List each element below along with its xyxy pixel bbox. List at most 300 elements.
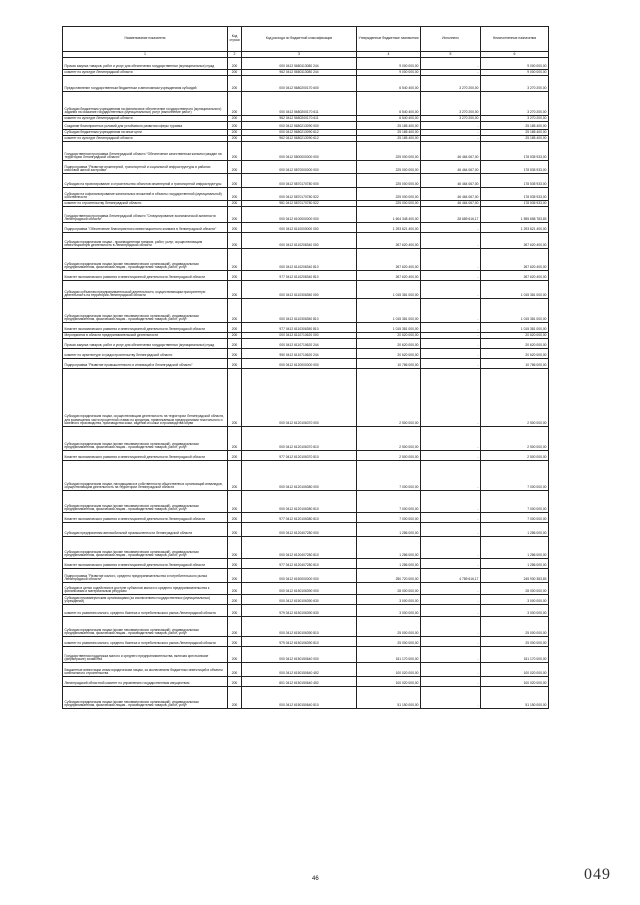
- unexecuted-amount-cell: 1 286 000,00: [481, 559, 549, 569]
- budget-code-cell: 977 0412 6110306350 810: [242, 323, 357, 333]
- table-row: [63, 142, 549, 161]
- budget-code-cell: 979 0412 6150106390 630: [242, 605, 357, 617]
- table-row: [63, 451, 549, 461]
- unexecuted-amount-cell: 267 620 400,00: [481, 249, 549, 271]
- approved-amount-cell: 20 620 000,00: [357, 349, 421, 359]
- table-row: [63, 677, 549, 687]
- budget-code-cell: 000 0412 6110206340 000: [242, 233, 357, 249]
- line-code-cell: 200: [228, 130, 242, 136]
- approved-amount-cell: 225 000 000,00: [357, 174, 421, 188]
- approved-amount-cell: 20 620 000,00: [357, 339, 421, 349]
- line-code-cell: 200: [228, 461, 242, 491]
- unexecuted-amount-cell: 20 620 000,00: [481, 349, 549, 359]
- indicator-name-cell: комитет по строительству Ленинградской области: [63, 201, 228, 207]
- table-row: [63, 569, 549, 583]
- budget-code-cell: 000 0412 5680200170 600: [242, 76, 357, 92]
- executed-amount-cell: -: [421, 513, 481, 523]
- unexecuted-amount-cell: 1 015 381 000,00: [481, 281, 549, 299]
- table-row: [63, 223, 549, 233]
- indicator-name-cell: комитет по культуре Ленинградской области: [63, 70, 228, 76]
- approved-amount-cell: 1 015 381 000,00: [357, 323, 421, 333]
- line-code-cell: 200: [228, 188, 242, 201]
- unexecuted-amount-cell: 178 535 933,00: [481, 142, 549, 161]
- column-number: 5: [421, 52, 481, 58]
- table-row: [63, 491, 549, 513]
- approved-amount-cell: 2 500 000,00: [357, 369, 421, 427]
- executed-amount-cell: 46 464 067,00: [421, 201, 481, 207]
- executed-amount-cell: -: [421, 70, 481, 76]
- indicator-name-cell: Субсидии юридическим лицам (кроме некоммерческих организаций), индивидуальным предпринимателям, физическим лицам - производителям товаров, работ, услуг: [63, 427, 228, 451]
- budget-code-cell: 000 0412 6110000000 000: [242, 223, 357, 233]
- approved-amount-cell: 100 020 000,00: [357, 663, 421, 677]
- table-row: [63, 595, 549, 605]
- indicator-name-cell: Субсидии юридическим лицам (кроме некоммерческих организаций), индивидуальным предпринимателям, физическим лицам - производителям товаров, работ, услуг: [63, 299, 228, 323]
- unexecuted-amount-cell: 267 620 400,00: [481, 271, 549, 281]
- budget-code-cell: 000 0412 6120000000 000: [242, 359, 357, 369]
- table-row: [63, 663, 549, 677]
- executed-amount-cell: -: [421, 559, 481, 569]
- executed-amount-cell: -: [421, 595, 481, 605]
- unexecuted-amount-cell: 178 535 933,00: [481, 201, 549, 207]
- line-code-cell: 200: [228, 174, 242, 188]
- line-code-cell: 200: [228, 233, 242, 249]
- line-code-cell: 200: [228, 369, 242, 427]
- approved-amount-cell: 267 620 400,00: [357, 249, 421, 271]
- table-row: [63, 201, 549, 207]
- indicator-name-cell: Ленинградский областной комитет по управлению государственным имуществом: [63, 677, 228, 687]
- approved-amount-cell: 2 500 000,00: [357, 427, 421, 451]
- unexecuted-amount-cell: 3 000 000,00: [481, 605, 549, 617]
- budget-code-cell: 000 0412 5680213090 612: [242, 130, 357, 136]
- budget-code-cell: 000 0412 6150150640 452: [242, 663, 357, 677]
- indicator-name-cell: Бюджетные инвестиции иным юридическим лицам, за исключением бюджетных инвестиций в объекты капитального строительства: [63, 663, 228, 677]
- executed-amount-cell: -: [421, 461, 481, 491]
- executed-amount-cell: -: [421, 349, 481, 359]
- executed-amount-cell: 3 270 200,00: [421, 76, 481, 92]
- line-code-cell: 200: [228, 637, 242, 647]
- indicator-name-cell: Субсидии бюджетным учреждениям на финансовое обеспечение государственного (муниципального) задания на оказание государственных (муниципальных) услуг (выполнение работ): [63, 92, 228, 116]
- line-code-cell: 200: [228, 605, 242, 617]
- unexecuted-amount-cell: 151 170 000,00: [481, 647, 549, 663]
- budget-code-cell: 000 0412 6120106380 810: [242, 491, 357, 513]
- indicator-name-cell: Субсидии юридическим лицам (кроме некоммерческих организаций), индивидуальным предпринимателям, физическим лицам - производителям товаров, работ, услуг: [63, 249, 228, 271]
- table-row: [63, 461, 549, 491]
- approved-amount-cell: 225 000 000,00: [357, 188, 421, 201]
- executed-amount-cell: -: [421, 249, 481, 271]
- executed-amount-cell: -: [421, 136, 481, 142]
- table-row: [63, 76, 549, 92]
- line-code-cell: 200: [228, 647, 242, 663]
- indicator-name-cell: Комитет экономического развития и инвестиционной деятельности Ленинградской области: [63, 559, 228, 569]
- executed-amount-cell: -: [421, 617, 481, 637]
- line-code-cell: 200: [228, 451, 242, 461]
- line-code-cell: 200: [228, 116, 242, 122]
- budget-code-cell: 000 0412 6150106390 630: [242, 595, 357, 605]
- unexecuted-amount-cell: 25 185 400,00: [481, 136, 549, 142]
- table-row: [63, 537, 549, 559]
- indicator-name-cell: Прочая закупка товаров, работ и услуг для обеспечения государственных (муниципальных) нужд: [63, 339, 228, 349]
- executed-amount-cell: 28 689 616,17: [421, 207, 481, 223]
- executed-amount-cell: -: [421, 122, 481, 130]
- approved-amount-cell: 1 604 348 400,00: [357, 207, 421, 223]
- table-row: [63, 523, 549, 537]
- budget-code-cell: 000 0412 6100000000 000: [242, 207, 357, 223]
- budget-code-cell: 000 0412 6150150640 810: [242, 687, 357, 709]
- table-row: [63, 349, 549, 359]
- line-code-cell: 200: [228, 299, 242, 323]
- table-row: [63, 233, 549, 249]
- unexecuted-amount-cell: 100 020 000,00: [481, 677, 549, 687]
- table-row: [63, 647, 549, 663]
- column-number: 1: [63, 52, 228, 58]
- line-code-cell: 200: [228, 677, 242, 687]
- approved-amount-cell: 1 293 621 400,00: [357, 223, 421, 233]
- budget-code-cell: 000 0412 6120407280 810: [242, 537, 357, 559]
- indicator-name-cell: Государственная программа Ленинградской области "Обеспечение качественным жильем граждан на территории Ленинградской области": [63, 142, 228, 161]
- unexecuted-amount-cell: 1 286 000,00: [481, 523, 549, 537]
- budget-code-cell: 000 0412 5680213090 000: [242, 122, 357, 130]
- budget-code-cell: 977 0412 6120106370 810: [242, 451, 357, 461]
- budget-code-cell: 000 0412 5870170780 522: [242, 188, 357, 201]
- unexecuted-amount-cell: 51 150 000,00: [481, 687, 549, 709]
- unexecuted-amount-cell: 25 185 400,00: [481, 130, 549, 136]
- budget-code-cell: 000 0412 6150106390 810: [242, 617, 357, 637]
- approved-amount-cell: 100 020 000,00: [357, 677, 421, 687]
- table-row: [63, 323, 549, 333]
- line-code-cell: 200: [228, 136, 242, 142]
- executed-amount-cell: 46 464 067,00: [421, 161, 481, 174]
- indicator-name-cell: Подпрограмма "Развитие малого, среднего предпринимательства и потребительского рынка Ленинградской области": [63, 569, 228, 583]
- indicator-name-cell: Субсидии юридическим лицам (кроме некоммерческих организаций), индивидуальным предпринимателям, физическим лицам - производителям товаров, работ, услуг: [63, 617, 228, 637]
- executed-amount-cell: 3 270 200,00: [421, 92, 481, 116]
- unexecuted-amount-cell: 7 000 000,00: [481, 513, 549, 523]
- approved-amount-cell: 151 170 000,00: [357, 647, 421, 663]
- unexecuted-amount-cell: 1 293 621 400,00: [481, 223, 549, 233]
- line-code-cell: 200: [228, 161, 242, 174]
- table-row: [63, 359, 549, 369]
- table-row: [63, 583, 549, 595]
- unexecuted-amount-cell: 7 000 000,00: [481, 461, 549, 491]
- table-row: [63, 92, 549, 116]
- indicator-name-cell: Прочая закупка товаров, работ и услуг для обеспечения государственных (муниципальных) нужд: [63, 58, 228, 70]
- budget-code-cell: 000 0412 5870000000 000: [242, 161, 357, 174]
- table-row: [63, 559, 549, 569]
- indicator-name-cell: комитет по развитию малого, среднего бизнеса и потребительского рынка Ленинградской области: [63, 605, 228, 617]
- executed-amount-cell: -: [421, 233, 481, 249]
- executed-amount-cell: -: [421, 647, 481, 663]
- table-row: [63, 207, 549, 223]
- unexecuted-amount-cell: 25 000 000,00: [481, 617, 549, 637]
- table-row: [63, 513, 549, 523]
- approved-amount-cell: 25 185 400,00: [357, 130, 421, 136]
- indicator-name-cell: Субсидии в целях содействия в доступе субъектов малого и среднего предпринимательства к финансовым и материальным ресурсам: [63, 583, 228, 595]
- line-code-cell: 200: [228, 92, 242, 116]
- unexecuted-amount-cell: 1 015 381 000,00: [481, 323, 549, 333]
- header-indicator-name: Наименование показателя: [63, 27, 228, 52]
- table-row: [63, 188, 549, 201]
- approved-amount-cell: 9 000 000,00: [357, 58, 421, 70]
- budget-code-cell: 962 0412 5680113080 244: [242, 70, 357, 76]
- budget-code-cell: 979 0412 6150106390 810: [242, 637, 357, 647]
- indicator-name-cell: Комитет экономического развития и инвестиционной деятельности Ленинградской области: [63, 451, 228, 461]
- table-row: [63, 58, 549, 70]
- line-code-cell: 200: [228, 663, 242, 677]
- unexecuted-amount-cell: 2 500 000,00: [481, 427, 549, 451]
- budget-code-cell: 000 0412 6120106370 810: [242, 427, 357, 451]
- approved-amount-cell: 25 000 000,00: [357, 617, 421, 637]
- executed-amount-cell: -: [421, 451, 481, 461]
- approved-amount-cell: 1 286 000,00: [357, 559, 421, 569]
- budget-code-cell: 962 0412 5680213090 612: [242, 136, 357, 142]
- budget-code-cell: 000 0412 6120106370 000: [242, 369, 357, 427]
- executed-amount-cell: -: [421, 605, 481, 617]
- approved-amount-cell: 3 000 000,00: [357, 605, 421, 617]
- line-code-cell: 200: [228, 223, 242, 233]
- budget-table: [62, 26, 549, 709]
- table-row: [63, 271, 549, 281]
- indicator-name-cell: Комитет экономического развития и инвестиционной деятельности Ленинградской области: [63, 513, 228, 523]
- unexecuted-amount-cell: 3 270 200,00: [481, 116, 549, 122]
- table-row: [63, 605, 549, 617]
- approved-amount-cell: 25 000 000,00: [357, 637, 421, 647]
- unexecuted-amount-cell: 267 620 400,00: [481, 233, 549, 249]
- line-code-cell: 200: [228, 617, 242, 637]
- line-code-cell: 200: [228, 249, 242, 271]
- approved-amount-cell: 20 620 000,00: [357, 333, 421, 339]
- line-code-cell: 200: [228, 513, 242, 523]
- unexecuted-amount-cell: 7 000 000,00: [481, 491, 549, 513]
- executed-amount-cell: 46 464 067,00: [421, 188, 481, 201]
- indicator-name-cell: комитет по архитектуре и градостроительству Ленинградской области: [63, 349, 228, 359]
- column-number: 6: [481, 52, 549, 58]
- approved-amount-cell: 6 540 400,00: [357, 76, 421, 92]
- budget-code-cell: 000 0412 5800000000 000: [242, 142, 357, 161]
- budget-code-cell: 000 0412 6120407280 000: [242, 523, 357, 537]
- line-code-cell: 200: [228, 271, 242, 281]
- approved-amount-cell: 1 015 381 000,00: [357, 299, 421, 323]
- executed-amount-cell: -: [421, 130, 481, 136]
- line-code-cell: 200: [228, 583, 242, 595]
- table-row: [63, 637, 549, 647]
- budget-code-cell: 977 0412 6110206340 810: [242, 271, 357, 281]
- indicator-name-cell: Субсидии юридическим лицам (кроме некоммерческих организаций), индивидуальным предпринимателям, физическим лицам - производителям товаров, работ, услуг: [63, 687, 228, 709]
- executed-amount-cell: 3 270 200,00: [421, 116, 481, 122]
- archive-stamp-number: 049: [584, 866, 611, 883]
- approved-amount-cell: 267 620 400,00: [357, 233, 421, 249]
- unexecuted-amount-cell: 2 500 000,00: [481, 451, 549, 461]
- approved-amount-cell: 225 000 000,00: [357, 201, 421, 207]
- header-budget-code: Код расхода по бюджетной классификации: [242, 27, 357, 52]
- table-row: [63, 122, 549, 130]
- line-code-cell: 200: [228, 70, 242, 76]
- approved-amount-cell: 51 150 000,00: [357, 687, 421, 709]
- approved-amount-cell: 3 000 000,00: [357, 595, 421, 605]
- table-row: [63, 299, 549, 323]
- indicator-name-cell: Субсидии некоммерческим организациям (за исключением государственных (муниципальных) учреждений): [63, 595, 228, 605]
- unexecuted-amount-cell: 25 185 400,00: [481, 122, 549, 130]
- line-code-cell: 200: [228, 687, 242, 709]
- approved-amount-cell: 25 185 400,00: [357, 122, 421, 130]
- executed-amount-cell: -: [421, 333, 481, 339]
- executed-amount-cell: -: [421, 223, 481, 233]
- table-row: [63, 249, 549, 271]
- approved-amount-cell: 250 720 000,00: [357, 569, 421, 583]
- table-row: [63, 174, 549, 188]
- header-unexecuted: Неисполненные назначения: [481, 27, 549, 52]
- indicator-name-cell: Подпрограмма "Обеспечение благоприятного инвестиционного климата в Ленинградской области": [63, 223, 228, 233]
- indicator-name-cell: Субсидии на проектирование и строительство объектов инженерной и транспортной инфраструктуры: [63, 174, 228, 188]
- indicator-name-cell: Субсидии бюджетным учреждениям на иные цели: [63, 130, 228, 136]
- budget-code-cell: 000 0412 6110306350 810: [242, 299, 357, 323]
- line-code-cell: 200: [228, 201, 242, 207]
- table-row: [63, 617, 549, 637]
- line-code-cell: 200: [228, 523, 242, 537]
- budget-report-sheet: [62, 26, 548, 709]
- executed-amount-cell: -: [421, 339, 481, 349]
- unexecuted-amount-cell: 1 555 658 783,83: [481, 207, 549, 223]
- line-code-cell: 200: [228, 359, 242, 369]
- executed-amount-cell: -: [421, 523, 481, 537]
- unexecuted-amount-cell: 1 286 000,00: [481, 537, 549, 559]
- table-row: [63, 687, 549, 709]
- header-line-code: Код строки: [228, 27, 242, 52]
- executed-amount-cell: -: [421, 663, 481, 677]
- budget-code-cell: 981 0412 5870170780 522: [242, 201, 357, 207]
- approved-amount-cell: 2 500 000,00: [357, 451, 421, 461]
- line-code-cell: 200: [228, 142, 242, 161]
- indicator-name-cell: Субсидии на софинансирование капитальных вложений в объекты государственной (муниципальной) собственности: [63, 188, 228, 201]
- unexecuted-amount-cell: 3 000 000,00: [481, 595, 549, 605]
- unexecuted-amount-cell: 25 000 000,00: [481, 637, 549, 647]
- table-header-row: [63, 27, 549, 52]
- unexecuted-amount-cell: 2 500 000,00: [481, 369, 549, 427]
- indicator-name-cell: Субсидии субъектам предпринимательской деятельности, осуществляющим приоритетную деятельность на территории Ленинградской области: [63, 281, 228, 299]
- table-row: [63, 161, 549, 174]
- line-code-cell: 200: [228, 339, 242, 349]
- page-number: 46: [312, 876, 319, 882]
- table-row: [63, 339, 549, 349]
- indicator-name-cell: Субсидии юридическим лицам (кроме некоммерческих организаций), индивидуальным предпринимателям, физическим лицам - производителям товаров, работ, услуг: [63, 537, 228, 559]
- budget-code-cell: 000 0412 6150106390 000: [242, 583, 357, 595]
- budget-code-cell: 950 0412 6110710620 244: [242, 349, 357, 359]
- budget-code-cell: 962 0412 5680200170 611: [242, 116, 357, 122]
- approved-amount-cell: 225 000 000,00: [357, 142, 421, 161]
- indicator-name-cell: Подпрограмма "Развитие инженерной, транспортной и социальной инфраструктуры в районах массовой жилой застройки": [63, 161, 228, 174]
- line-code-cell: 200: [228, 595, 242, 605]
- approved-amount-cell: 25 185 400,00: [357, 136, 421, 142]
- table-row: [63, 369, 549, 427]
- budget-code-cell: 000 0412 6110306350 000: [242, 281, 357, 299]
- unexecuted-amount-cell: 28 000 000,00: [481, 583, 549, 595]
- approved-amount-cell: 10 786 000,00: [357, 359, 421, 369]
- header-approved: Утвержденные бюджетные назначения: [357, 27, 421, 52]
- executed-amount-cell: -: [421, 299, 481, 323]
- budget-code-cell: 000 0412 6110710620 244: [242, 339, 357, 349]
- line-code-cell: 200: [228, 207, 242, 223]
- executed-amount-cell: -: [421, 537, 481, 559]
- budget-code-cell: 000 0412 5870170780 000: [242, 174, 357, 188]
- budget-code-cell: 977 0412 6120106380 810: [242, 513, 357, 523]
- indicator-name-cell: комитет по культуре Ленинградской области: [63, 116, 228, 122]
- executed-amount-cell: -: [421, 271, 481, 281]
- approved-amount-cell: 28 000 000,00: [357, 583, 421, 595]
- column-number: 4: [357, 52, 421, 58]
- budget-code-cell: 801 0412 6150150640 452: [242, 677, 357, 687]
- budget-code-cell: 000 0412 6110206340 810: [242, 249, 357, 271]
- approved-amount-cell: 6 540 400,00: [357, 116, 421, 122]
- executed-amount-cell: -: [421, 677, 481, 687]
- executed-amount-cell: -: [421, 427, 481, 451]
- executed-amount-cell: -: [421, 359, 481, 369]
- indicator-name-cell: Субсидии юридическим лицам (кроме некоммерческих организаций), индивидуальным предпринимателям, физическим лицам - производителям товаров, работ, услуг: [63, 491, 228, 513]
- unexecuted-amount-cell: 100 020 000,00: [481, 663, 549, 677]
- table-row: [63, 427, 549, 451]
- approved-amount-cell: 9 000 000,00: [357, 70, 421, 76]
- unexecuted-amount-cell: 245 930 383,83: [481, 569, 549, 583]
- line-code-cell: 200: [228, 569, 242, 583]
- executed-amount-cell: -: [421, 369, 481, 427]
- budget-code-cell: 000 0412 6120106380 000: [242, 461, 357, 491]
- budget-code-cell: 000 0412 6110710620 000: [242, 333, 357, 339]
- approved-amount-cell: 1 286 000,00: [357, 537, 421, 559]
- executed-amount-cell: 46 464 067,00: [421, 174, 481, 188]
- budget-code-cell: 977 0412 6120407280 810: [242, 559, 357, 569]
- unexecuted-amount-cell: 178 535 933,00: [481, 174, 549, 188]
- approved-amount-cell: 7 000 000,00: [357, 461, 421, 491]
- unexecuted-amount-cell: 3 270 200,00: [481, 76, 549, 92]
- executed-amount-cell: -: [421, 637, 481, 647]
- indicator-name-cell: Мероприятия в области предпринимательской деятельности: [63, 333, 228, 339]
- indicator-name-cell: Подпрограмма "Развитие промышленности и инноваций в Ленинградской области": [63, 359, 228, 369]
- unexecuted-amount-cell: 1 015 381 000,00: [481, 299, 549, 323]
- line-code-cell: 200: [228, 76, 242, 92]
- executed-amount-cell: -: [421, 323, 481, 333]
- indicator-name-cell: Субсидии предприятиям автомобильной промышленности Ленинградской области: [63, 523, 228, 537]
- indicator-name-cell: Субсидии юридическим лицам, находящимся в собственности общественных организаций инвалидов, осуществляющим деятельность на территории Ленинградской области: [63, 461, 228, 491]
- budget-code-cell: 000 0412 6150000000 000: [242, 569, 357, 583]
- budget-code-cell: 000 0412 6150150640 000: [242, 647, 357, 663]
- unexecuted-amount-cell: 10 786 000,00: [481, 359, 549, 369]
- executed-amount-cell: -: [421, 58, 481, 70]
- indicator-name-cell: Создание благоприятных условий для устойчивого развития сферы туризма: [63, 122, 228, 130]
- line-code-cell: 200: [228, 323, 242, 333]
- indicator-name-cell: Комитет экономического развития и инвестиционной деятельности Ленинградской области: [63, 323, 228, 333]
- line-code-cell: 200: [228, 537, 242, 559]
- executed-amount-cell: -: [421, 491, 481, 513]
- unexecuted-amount-cell: 20 620 000,00: [481, 339, 549, 349]
- table-row: [63, 281, 549, 299]
- column-number: 2: [228, 52, 242, 58]
- executed-amount-cell: -: [421, 583, 481, 595]
- approved-amount-cell: 7 000 000,00: [357, 491, 421, 513]
- executed-amount-cell: -: [421, 687, 481, 709]
- indicator-name-cell: Субсидии юридическим лицам - производителям товаров, работ, услуг, осуществляющим инвестиционную деятельность в Ленинградской области: [63, 233, 228, 249]
- indicator-name-cell: Государственная поддержка малого и среднего предпринимательства, включая крестьянские (фермерские) хозяйства: [63, 647, 228, 663]
- budget-code-cell: 000 0412 5680200170 611: [242, 92, 357, 116]
- indicator-name-cell: Субсидии юридическим лицам, осуществляющим деятельность на территории Ленинградской области, для возмещения части процентной ставки по кредитам, привлекаемым предприятиями текстильного и швейного производства, производства кожи, изделий из кожи и производства обуви: [63, 369, 228, 427]
- unexecuted-amount-cell: 178 535 933,00: [481, 161, 549, 174]
- unexecuted-amount-cell: 9 000 000,00: [481, 58, 549, 70]
- indicator-name-cell: комитет по культуре Ленинградской области: [63, 136, 228, 142]
- header-executed: Исполнено: [421, 27, 481, 52]
- approved-amount-cell: 225 000 000,00: [357, 161, 421, 174]
- line-code-cell: 200: [228, 333, 242, 339]
- unexecuted-amount-cell: 178 535 933,00: [481, 188, 549, 201]
- line-code-cell: 200: [228, 122, 242, 130]
- column-number: 3: [242, 52, 357, 58]
- indicator-name-cell: Предоставление государственным бюджетным и автономным учреждениям субсидий: [63, 76, 228, 92]
- unexecuted-amount-cell: 9 000 000,00: [481, 70, 549, 76]
